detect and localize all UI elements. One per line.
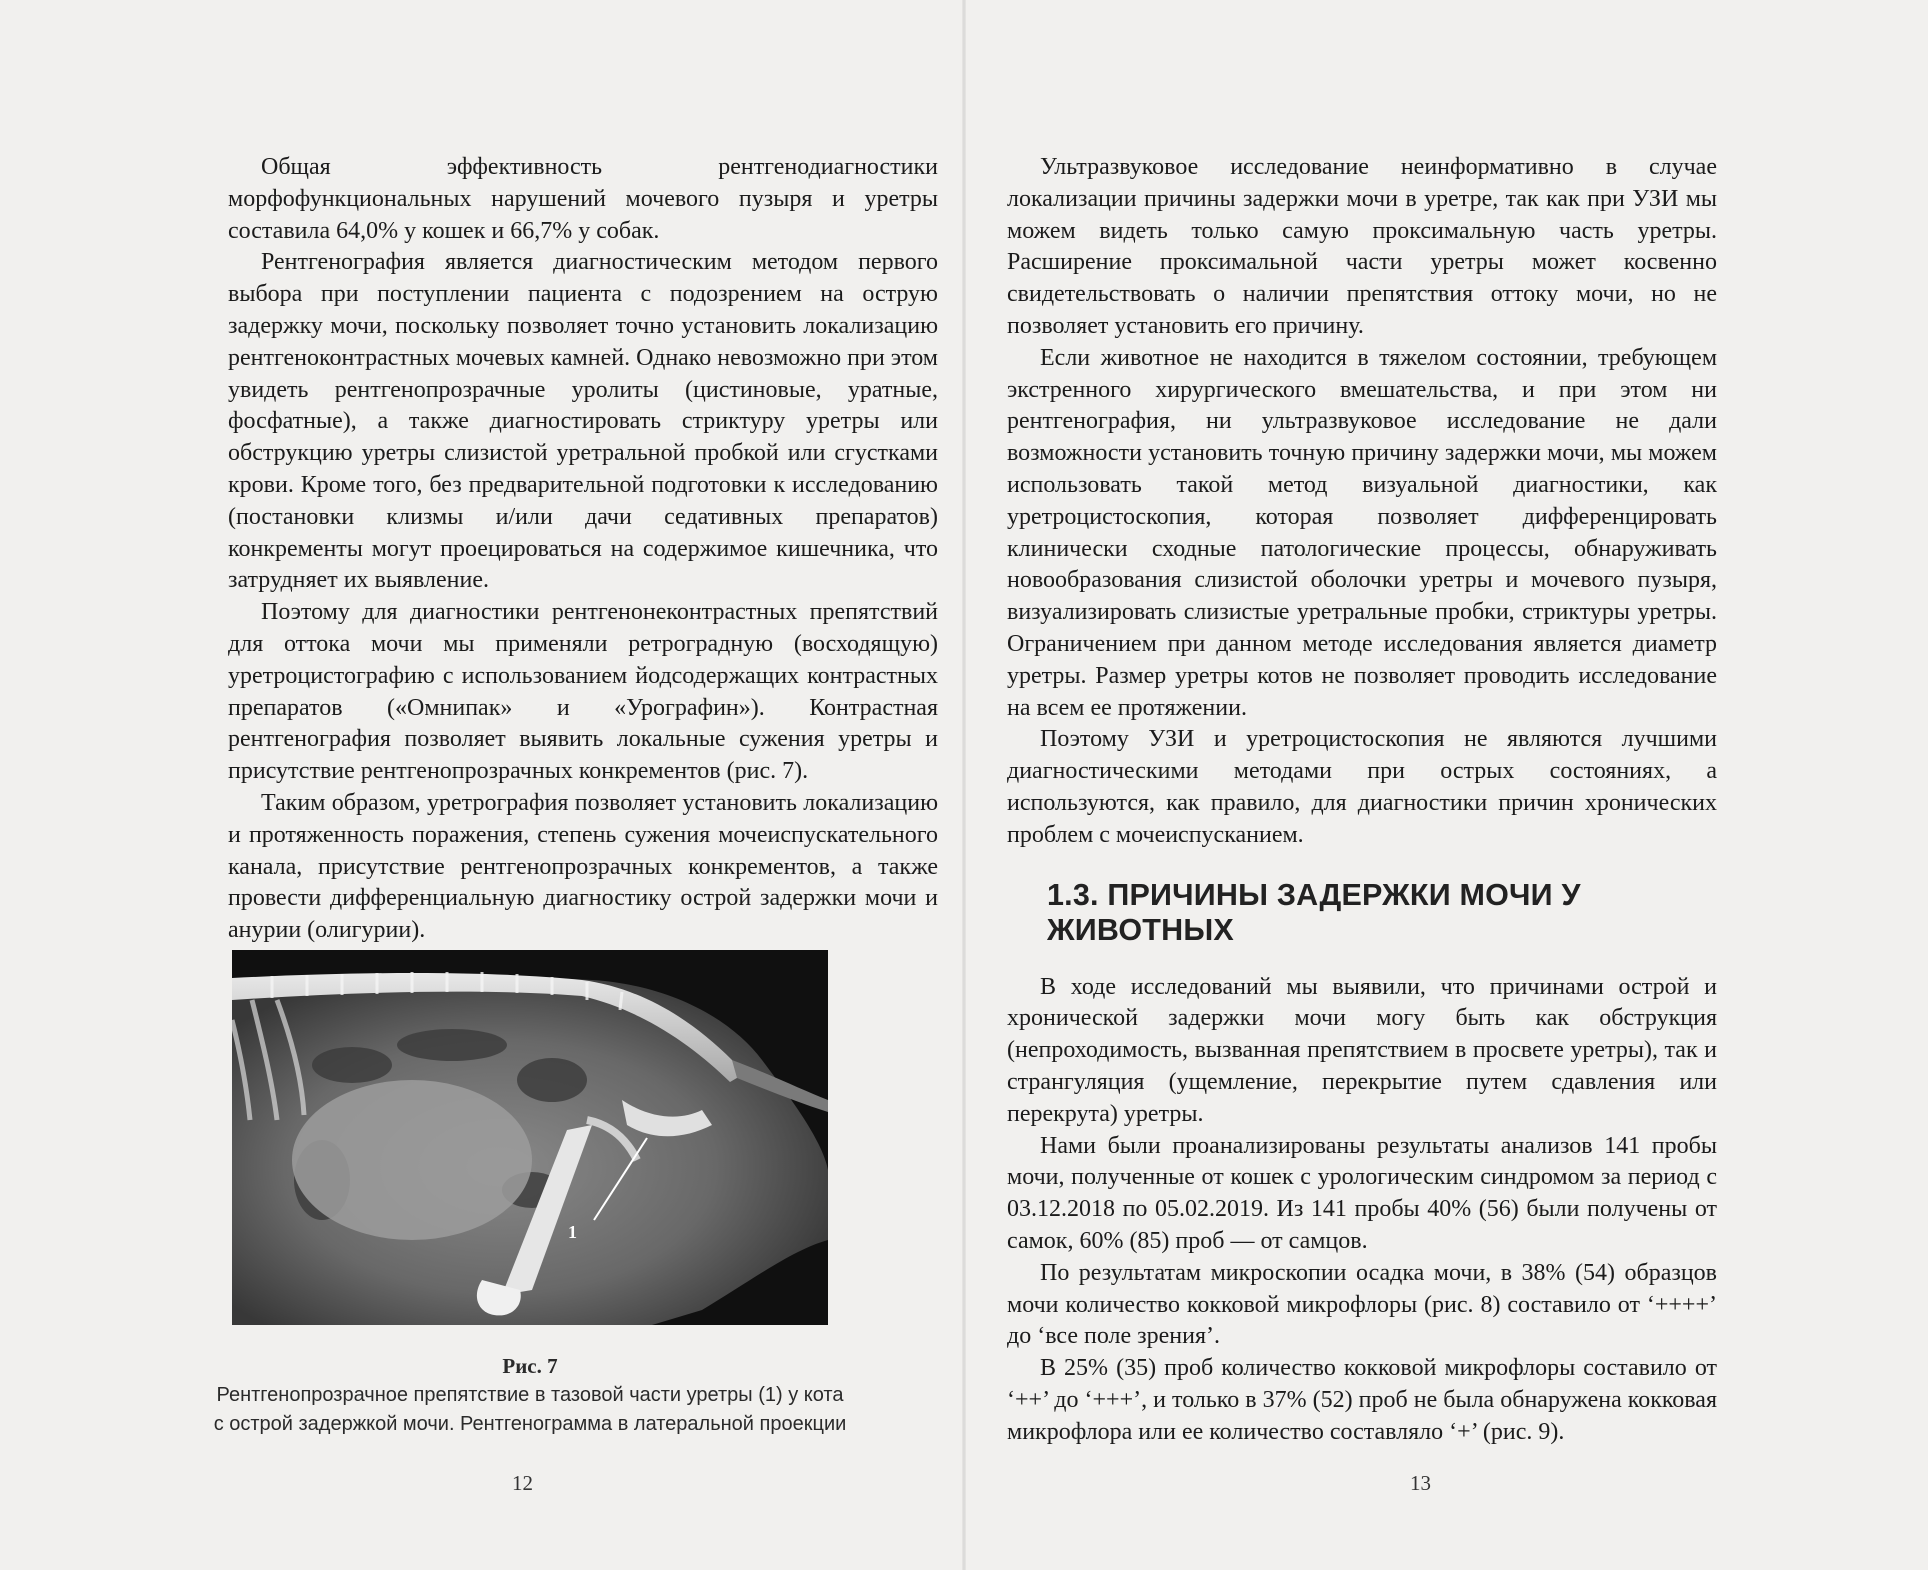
paragraph: Нами были проанализированы результаты анализов 141 пробы мочи, полученные от кошек с урологическим синдромом за период с 03.12.2018 по 05.02.2019. Из 141 пробы 40% (56) были получены от самок, 60% (85) проб — от самцов. <box>1007 1132 1717 1254</box>
paragraph: В 25% (35) проб количество кокковой микрофлоры составило от ‘++’ до ‘+++’, и только в 37% (52) проб не была обнаружена кокковая микрофлора или ее количество составляло ‘+’ (рис. 9). <box>1007 1355 1717 1445</box>
xray-figure <box>232 950 828 1325</box>
paragraph: Таким образом, уретрография позволяет установить локализацию и протяженность поражения, степень сужения мочеиспускательного канала, присутствие рентгенопрозрачных конкрементов, а также провести дифференциальную диагностику острой задержки мочи и анурии (олигурии). <box>228 789 938 944</box>
paragraph: Ультразвуковое исследование неинформативно в случае локализации причины задержки мочи в уретре, так как при УЗИ мы можем видеть только самую проксимальную часть уретры. Расширение проксимальной части уретры может косвенно свидетельствовать о наличии препятствия оттоку мочи, но не позволяет установить его причину. <box>1007 154 1717 339</box>
xray-image <box>232 950 828 1325</box>
figure-caption <box>170 1352 890 1439</box>
page-number: 12 <box>512 1471 533 1495</box>
figure-caption-line: Рентгенопрозрачное препятствие в тазовой части уретры (1) у кота <box>216 1384 844 1406</box>
figure-title: Рис. 7 <box>502 1354 558 1378</box>
section-heading: 1.3. ПРИЧИНЫ ЗАДЕРЖКИ МОЧИ У ЖИВОТНЫХ <box>1047 877 1581 947</box>
paragraph: Если животное не находится в тяжелом состоянии, требующем экстренного хирургического вмешательства, и при этом ни рентгенография, ни ультразвуковое исследование не дали возможности установить точную причину задержки мочи, мы можем использовать такой метод визуальной диагностики, как уретроцистоскопия, которая позволяет дифференцировать клинически сходные патологические процессы, обнаруживать новообразования слизистой оболочки уретры и мочевого пузыря, визуализировать слизистые уретральные пробки, стриктуры уретры. Ограничением при данном методе исследования является диаметр уретры. Размер уретры котов не позволяет проводить исследование на всем ее протяжении. <box>1007 344 1717 721</box>
page-number: 13 <box>1410 1471 1431 1495</box>
left-page-text <box>228 152 938 947</box>
paragraph: В ходе исследований мы выявили, что причинами острой и хронической задержки мочи могу быть как обструкция (непроходимость, вызванная препятствием в просвете уретры), так и странгуляция (ущемление, перекрытие путем сдавления или перекрута) уретры. <box>1007 973 1717 1127</box>
paragraph: Общая эффективность рентгенодиагностики морфофункциональных нарушений мочевого пузыря и уретры составила 64,0% у кошек и 66,7% у собак. <box>228 154 938 244</box>
right-page-text <box>1007 152 1717 1448</box>
paragraph: Поэтому УЗИ и уретроцистоскопия не являются лучшими диагностическими методами при острых состояниях, а используются, как правило, для диагностики причин хронических проблем с мочеиспусканием. <box>1007 726 1717 848</box>
right-page <box>964 0 1928 1570</box>
paragraph: По результатам микроскопии осадка мочи, в 38% (54) образцов мочи количество кокковой микрофлоры (рис. 8) составило от ‘++++’ до ‘все поле зрения’. <box>1007 1259 1717 1350</box>
paragraph: Поэтому для диагностики рентгенонеконтрастных препятствий для оттока мочи мы применяли ретроградную (восходящую) уретроцистографию с использованием йодсодержащих контрастных препаратов («Омнипак» и «Урографин»). Контрастная рентгенография позволяет выявить локальные сужения уретры и присутствие рентгенопрозрачных конкрементов (рис. 7). <box>228 599 938 785</box>
figure-marker-label: 1 <box>568 1222 577 1242</box>
figure-caption-line: с острой задержкой мочи. Рентгенограмма в латеральной проекции <box>213 1413 847 1435</box>
paragraph: Рентгенография является диагностическим методом первого выбора при поступлении пациента с подозрением на острую задержку мочи, поскольку позволяет точно установить локализацию рентгеноконтрастных мочевых камней. Однако невозможно при этом увидеть рентгенопрозрачные уролиты (цистиновые, уратные, фосфатные), а также диагностировать стриктуру уретры или обструкцию уретры слизистой уретральной пробкой или сгустками крови. Кроме того, без предварительной подготовки к исследованию (постановки клизмы и/или дачи седативных препаратов) конкременты могут проецироваться на содержимое кишечника, что затрудняет их выявление. <box>228 249 938 594</box>
